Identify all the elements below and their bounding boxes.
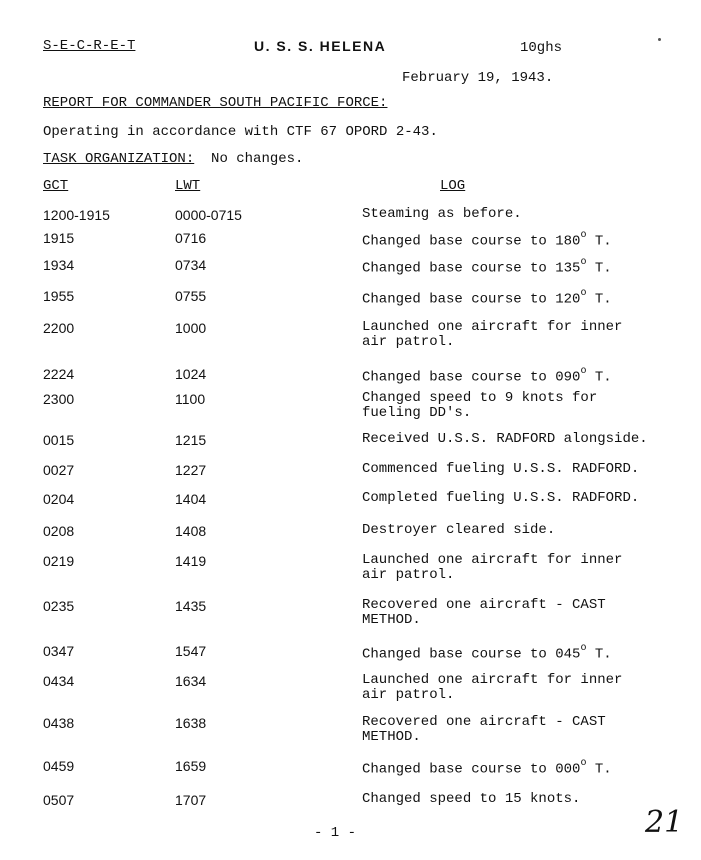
- log-entry: [362, 673, 697, 703]
- lwt-time: 1000: [175, 320, 207, 336]
- lwt-time: 1404: [175, 491, 207, 507]
- log-entry: [362, 598, 697, 628]
- gct-time: 2300: [43, 391, 75, 407]
- gct-time: 0347: [43, 643, 75, 659]
- lwt-time: 1547: [175, 643, 207, 659]
- log-text: Changed base course to 000: [362, 761, 581, 778]
- log-entry: [362, 462, 697, 477]
- lwt-time: 1024: [175, 366, 207, 382]
- gct-time: 0015: [43, 432, 75, 448]
- true-bearing-suffix: T.: [586, 646, 612, 663]
- degree-mark: o: [580, 288, 587, 299]
- log-entry: [362, 230, 697, 250]
- report-date: February 19, 1943.: [402, 70, 554, 86]
- task-organization-value: No changes.: [211, 151, 304, 167]
- log-text: Changed base course to 120: [362, 291, 581, 308]
- true-bearing-suffix: T.: [586, 291, 612, 308]
- log-text: Recovered one aircraft - CAST METHOD.: [362, 597, 606, 628]
- handwritten-page-number: 21: [645, 805, 684, 840]
- lwt-time: 1435: [175, 598, 207, 614]
- gct-time: 1915: [43, 230, 75, 246]
- gct-column-header: GCT: [43, 178, 69, 194]
- log-text: Launched one aircraft for inner air patrol.: [362, 552, 623, 583]
- log-text: Changed base course to 180: [362, 233, 581, 250]
- task-organization-label: TASK ORGANIZATION:: [43, 151, 195, 167]
- gct-time: 1955: [43, 288, 75, 304]
- lwt-time: 1227: [175, 462, 207, 478]
- log-text: Steaming as before.: [362, 206, 522, 222]
- log-entry: [362, 491, 697, 506]
- report-for-heading: REPORT FOR COMMANDER SOUTH PACIFIC FORCE:: [43, 95, 388, 111]
- gct-time: 1200-1915: [43, 207, 110, 223]
- log-text: Changed base course to 045: [362, 646, 581, 663]
- log-text: Commenced fueling U.S.S. RADFORD.: [362, 461, 640, 477]
- operating-line: Operating in accordance with CTF 67 OPORD 2-43.: [43, 124, 438, 140]
- gct-time: 0208: [43, 523, 75, 539]
- speck-mark: [658, 38, 661, 41]
- log-text: Changed speed to 9 knots for fueling DD's.: [362, 390, 598, 421]
- log-entry: [362, 288, 697, 308]
- lwt-time: 1634: [175, 673, 207, 689]
- log-entry: [362, 207, 697, 222]
- gct-time: 0027: [43, 462, 75, 478]
- lwt-time: 1215: [175, 432, 207, 448]
- task-organization-line: [43, 151, 303, 167]
- log-text: Changed base course to 135: [362, 260, 581, 277]
- true-bearing-suffix: T.: [586, 761, 612, 778]
- true-bearing-suffix: T.: [586, 233, 612, 250]
- log-entry: [362, 320, 697, 350]
- log-text: Destroyer cleared side.: [362, 522, 556, 538]
- degree-mark: o: [580, 366, 587, 377]
- page-number: - 1 -: [314, 825, 357, 841]
- reference-code: 10ghs: [520, 40, 563, 56]
- gct-time: 2200: [43, 320, 75, 336]
- lwt-time: 1100: [175, 391, 206, 407]
- degree-mark: o: [580, 230, 587, 241]
- gct-time: 0235: [43, 598, 75, 614]
- log-text: Recovered one aircraft - CAST METHOD.: [362, 714, 606, 745]
- log-entry: [362, 758, 697, 778]
- log-text: Changed speed to 15 knots.: [362, 791, 581, 807]
- lwt-time: 0000-0715: [175, 207, 242, 223]
- gct-time: 2224: [43, 366, 75, 382]
- log-text: Launched one aircraft for inner air patrol.: [362, 672, 623, 703]
- gct-time: 0204: [43, 491, 75, 507]
- degree-mark: o: [580, 643, 587, 654]
- lwt-time: 1419: [175, 553, 207, 569]
- lwt-time: 1408: [175, 523, 207, 539]
- degree-mark: o: [580, 257, 587, 268]
- log-text: Completed fueling U.S.S. RADFORD.: [362, 490, 640, 506]
- log-entry: [362, 715, 697, 745]
- ship-name: U. S. S. HELENA: [254, 38, 387, 54]
- log-entry: [362, 553, 697, 583]
- gct-time: 0507: [43, 792, 75, 808]
- gct-time: 0438: [43, 715, 75, 731]
- lwt-time: 0734: [175, 257, 207, 273]
- log-text: Received U.S.S. RADFORD alongside.: [362, 431, 648, 447]
- true-bearing-suffix: T.: [586, 260, 612, 277]
- log-text: Changed base course to 090: [362, 369, 581, 386]
- gct-time: 1934: [43, 257, 75, 273]
- log-entry: [362, 523, 697, 538]
- lwt-column-header: LWT: [175, 178, 201, 194]
- lwt-time: 1638: [175, 715, 207, 731]
- lwt-time: 0716: [175, 230, 207, 246]
- gct-time: 0434: [43, 673, 75, 689]
- gct-time: 0459: [43, 758, 75, 774]
- log-entry: [362, 257, 697, 277]
- lwt-time: 1659: [175, 758, 207, 774]
- gct-time: 0219: [43, 553, 75, 569]
- log-entry: [362, 391, 697, 421]
- degree-mark: o: [580, 758, 587, 769]
- log-entry: [362, 432, 697, 447]
- log-entry: [362, 366, 697, 386]
- true-bearing-suffix: T.: [586, 369, 612, 386]
- classification-marking: S-E-C-R-E-T: [43, 38, 136, 54]
- lwt-time: 1707: [175, 792, 207, 808]
- lwt-time: 0755: [175, 288, 207, 304]
- log-entry: [362, 643, 697, 663]
- log-column-header: LOG: [440, 178, 466, 194]
- log-text: Launched one aircraft for inner air patrol.: [362, 319, 623, 350]
